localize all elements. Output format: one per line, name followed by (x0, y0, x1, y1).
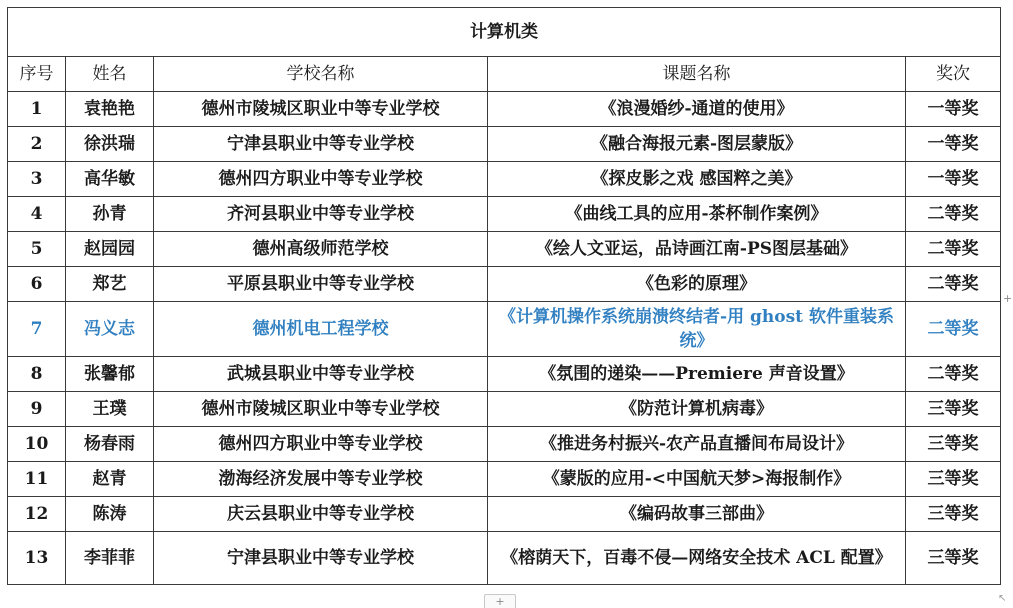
cell-name[interactable]: 李菲菲 (66, 532, 154, 585)
cell-school[interactable]: 庆云县职业中等专业学校 (154, 497, 488, 532)
cell-topic[interactable]: 《绘人文亚运，品诗画江南-PS图层基础》 (488, 232, 906, 267)
table-row (8, 532, 1001, 585)
table-row (8, 92, 1001, 127)
cell-school[interactable]: 德州市陵城区职业中等专业学校 (154, 92, 488, 127)
table-row (8, 497, 1001, 532)
award-table (7, 7, 1001, 585)
cell-topic[interactable]: 《浪漫婚纱-通道的使用》 (488, 92, 906, 127)
cell-name[interactable]: 杨春雨 (66, 427, 154, 462)
cell-school[interactable]: 宁津县职业中等专业学校 (154, 127, 488, 162)
table-title[interactable]: 计算机类 (8, 8, 1001, 57)
cell-award[interactable]: 一等奖 (906, 127, 1001, 162)
cell-no[interactable]: 12 (8, 497, 66, 532)
cell-no[interactable]: 4 (8, 197, 66, 232)
cell-school[interactable]: 武城县职业中等专业学校 (154, 357, 488, 392)
header-topic[interactable]: 课题名称 (488, 57, 906, 92)
cell-name[interactable]: 高华敏 (66, 162, 154, 197)
cell-school[interactable]: 齐河县职业中等专业学校 (154, 197, 488, 232)
cell-no[interactable]: 10 (8, 427, 66, 462)
cell-award[interactable]: 三等奖 (906, 532, 1001, 585)
table-row (8, 427, 1001, 462)
cell-award[interactable]: 二等奖 (906, 197, 1001, 232)
cell-no[interactable]: 7 (8, 302, 66, 357)
cell-no[interactable]: 5 (8, 232, 66, 267)
cell-no[interactable]: 13 (8, 532, 66, 585)
cell-award[interactable]: 二等奖 (906, 357, 1001, 392)
cell-school[interactable]: 德州高级师范学校 (154, 232, 488, 267)
cell-school[interactable]: 德州市陵城区职业中等专业学校 (154, 392, 488, 427)
cell-topic[interactable]: 《防范计算机病毒》 (488, 392, 906, 427)
header-school[interactable]: 学校名称 (154, 57, 488, 92)
cell-name[interactable]: 陈涛 (66, 497, 154, 532)
title-row (8, 8, 1001, 57)
cell-school[interactable]: 德州四方职业中等专业学校 (154, 162, 488, 197)
cell-no[interactable]: 11 (8, 462, 66, 497)
cell-topic[interactable]: 《榕荫天下，百毒不侵—网络安全技术 ACL 配置》 (488, 532, 906, 585)
table-row (8, 127, 1001, 162)
header-award[interactable]: 奖次 (906, 57, 1001, 92)
cell-no[interactable]: 6 (8, 267, 66, 302)
cell-topic[interactable]: 《编码故事三部曲》 (488, 497, 906, 532)
cell-topic[interactable]: 《色彩的原理》 (488, 267, 906, 302)
header-row (8, 57, 1001, 92)
cell-name[interactable]: 王璞 (66, 392, 154, 427)
table-row (8, 357, 1001, 392)
cell-no[interactable]: 3 (8, 162, 66, 197)
cell-school[interactable]: 宁津县职业中等专业学校 (154, 532, 488, 585)
cell-name[interactable]: 张馨郁 (66, 357, 154, 392)
cell-award[interactable]: 三等奖 (906, 392, 1001, 427)
cell-topic[interactable]: 《氛围的递染——Premiere 声音设置》 (488, 357, 906, 392)
cell-topic[interactable]: 《推进务村振兴-农产品直播间布局设计》 (488, 427, 906, 462)
cell-award[interactable]: 二等奖 (906, 302, 1001, 357)
cell-topic[interactable]: 《探皮影之戏 感国粹之美》 (488, 162, 906, 197)
cell-no[interactable]: 1 (8, 92, 66, 127)
table-row (8, 232, 1001, 267)
cell-name[interactable]: 徐洪瑞 (66, 127, 154, 162)
add-column-handle[interactable]: + (1003, 292, 1013, 305)
cell-name[interactable]: 赵青 (66, 462, 154, 497)
cell-award[interactable]: 三等奖 (906, 497, 1001, 532)
table-row (8, 267, 1001, 302)
cell-award[interactable]: 三等奖 (906, 462, 1001, 497)
cell-name[interactable]: 冯义志 (66, 302, 154, 357)
add-row-handle[interactable]: + (484, 594, 516, 608)
cell-name[interactable]: 赵园园 (66, 232, 154, 267)
table-row (8, 462, 1001, 497)
table-row (8, 197, 1001, 232)
cell-topic[interactable]: 《蒙版的应用-<中国航天梦>海报制作》 (488, 462, 906, 497)
cell-school[interactable]: 德州四方职业中等专业学校 (154, 427, 488, 462)
cell-topic[interactable]: 《融合海报元素-图层蒙版》 (488, 127, 906, 162)
table-row (8, 392, 1001, 427)
resize-icon[interactable]: ↖ (998, 593, 1007, 604)
table-row (8, 302, 1001, 357)
header-name[interactable]: 姓名 (66, 57, 154, 92)
cell-name[interactable]: 孙青 (66, 197, 154, 232)
cell-award[interactable]: 一等奖 (906, 162, 1001, 197)
cell-school[interactable]: 渤海经济发展中等专业学校 (154, 462, 488, 497)
cell-award[interactable]: 二等奖 (906, 232, 1001, 267)
cell-name[interactable]: 郑艺 (66, 267, 154, 302)
cell-award[interactable]: 一等奖 (906, 92, 1001, 127)
table-row (8, 162, 1001, 197)
cell-award[interactable]: 二等奖 (906, 267, 1001, 302)
cell-award[interactable]: 三等奖 (906, 427, 1001, 462)
cell-name[interactable]: 袁艳艳 (66, 92, 154, 127)
header-no[interactable]: 序号 (8, 57, 66, 92)
cell-topic[interactable]: 《曲线工具的应用-茶杯制作案例》 (488, 197, 906, 232)
cell-no[interactable]: 9 (8, 392, 66, 427)
cell-no[interactable]: 2 (8, 127, 66, 162)
cell-school[interactable]: 平原县职业中等专业学校 (154, 267, 488, 302)
cell-topic[interactable]: 《计算机操作系统崩溃终结者-用 ghost 软件重装系统》 (488, 302, 906, 357)
cell-no[interactable]: 8 (8, 357, 66, 392)
cell-school[interactable]: 德州机电工程学校 (154, 302, 488, 357)
